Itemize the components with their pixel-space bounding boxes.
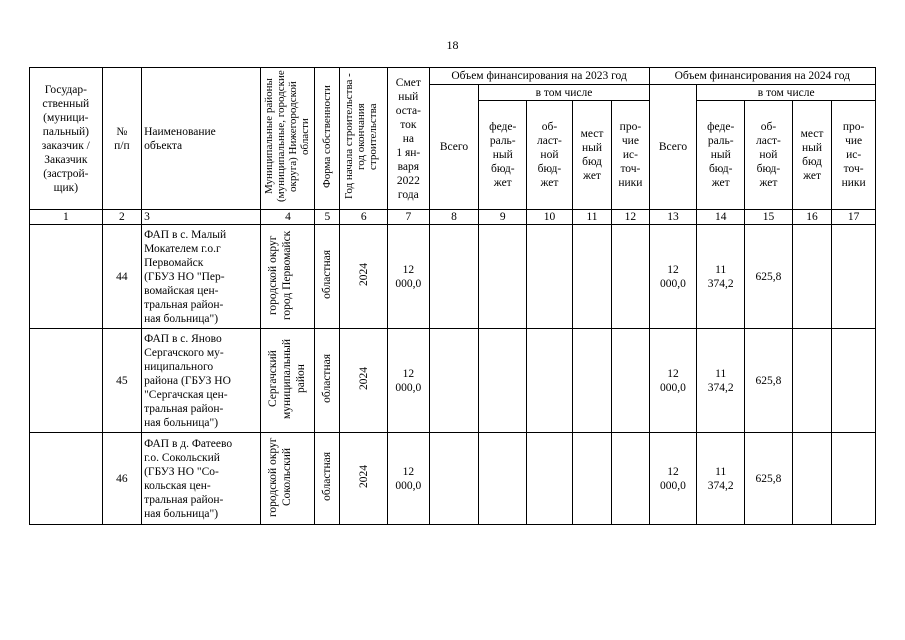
header-other-2023: про- чие ис- точ- ники	[612, 101, 649, 210]
row-year: 2024	[357, 465, 370, 488]
row-object-name: ФАП в с. Малый Мокателем г.о.г Первомайск (ГБУЗ НО "Пер- вомайская цен- тральная район- ная больница")	[142, 225, 261, 329]
row-total-2024: 12 000,0	[649, 225, 697, 329]
header-incl-2024: в том числе	[697, 85, 876, 101]
col-number: 4	[261, 210, 315, 225]
row-ownership: областная	[321, 250, 334, 299]
header-regional-2024: об- ласт- ной бюд- жет	[745, 101, 793, 210]
col-number: 3	[142, 210, 261, 225]
row-estimate: 12 000,0	[388, 329, 430, 433]
page-number: 18	[446, 38, 459, 52]
row-district: Сергачский муниципальный район	[266, 338, 307, 419]
header-customer: Государ- ственный (муници- пальный) заказчик / Заказчик (застрой- щик)	[30, 68, 103, 210]
row-num: 44	[102, 225, 141, 329]
header-name: Наименование объекта	[142, 68, 261, 210]
row-ownership: областная	[321, 452, 334, 501]
row-federal-2024: 11 374,2	[697, 433, 745, 525]
header-incl-2023: в том числе	[479, 85, 649, 101]
col-number: 10	[527, 210, 573, 225]
col-number: 12	[612, 210, 649, 225]
row-regional-2024: 625,8	[745, 433, 793, 525]
table-row	[30, 433, 876, 525]
col-number: 9	[479, 210, 527, 225]
col-number: 15	[745, 210, 793, 225]
col-number: 8	[429, 210, 479, 225]
row-estimate: 12 000,0	[388, 225, 430, 329]
header-num: № п/п	[102, 68, 141, 210]
row-total-2024: 12 000,0	[649, 433, 697, 525]
row-num: 45	[102, 329, 141, 433]
row-estimate: 12 000,0	[388, 433, 430, 525]
header-other-2024: про- чие ис- точ- ники	[832, 101, 876, 210]
header-local-2024: мест ный бюд жет	[792, 101, 831, 210]
col-number: 7	[388, 210, 430, 225]
row-regional-2024: 625,8	[745, 225, 793, 329]
header-estimate: Смет ный оста- ток на 1 ян- варя 2022 года	[388, 68, 430, 210]
col-number: 2	[102, 210, 141, 225]
row-year: 2024	[357, 263, 370, 286]
col-number: 14	[697, 210, 745, 225]
row-year: 2024	[357, 367, 370, 390]
col-number: 5	[315, 210, 340, 225]
row-district: городской округ город Первомайск	[266, 229, 293, 320]
header-ownership: Форма собственности	[321, 85, 334, 188]
row-district: городской округ Сокольский	[266, 436, 293, 517]
row-federal-2024: 11 374,2	[697, 225, 745, 329]
table-row	[30, 329, 876, 433]
row-regional-2024: 625,8	[745, 329, 793, 433]
header-federal-2024: феде- раль- ный бюд- жет	[697, 101, 745, 210]
header-district: Муниципальные районы (муниципальные, городские округа) Нижегородской области	[263, 70, 312, 203]
financing-table	[29, 67, 876, 525]
header-years: Год начала строительства - год окончания строительства	[342, 73, 379, 200]
table-row	[30, 225, 876, 329]
header-federal-2023: феде- раль- ный бюд- жет	[479, 101, 527, 210]
col-number: 11	[572, 210, 611, 225]
row-federal-2024: 11 374,2	[697, 329, 745, 433]
header-fin-2023: Объем финансирования на 2023 год	[429, 68, 649, 85]
header-fin-2024: Объем финансирования на 2024 год	[649, 68, 875, 85]
col-number: 13	[649, 210, 697, 225]
row-num: 46	[102, 433, 141, 525]
header-total-2023: Всего	[429, 85, 479, 210]
row-ownership: областная	[321, 354, 334, 403]
row-total-2024: 12 000,0	[649, 329, 697, 433]
col-number: 17	[832, 210, 876, 225]
header-total-2024: Всего	[649, 85, 697, 210]
row-object-name: ФАП в д. Фатеево г.о. Сокольский (ГБУЗ НО "Со- кольская цен- тральная район- ная больница")	[142, 433, 261, 525]
col-number: 1	[30, 210, 103, 225]
header-regional-2023: об- ласт- ной бюд- жет	[527, 101, 573, 210]
row-object-name: ФАП в с. Яново Сергачского му- ниципального района (ГБУЗ НО "Сергачская цен- тральная район- ная больница")	[142, 329, 261, 433]
col-number: 6	[340, 210, 388, 225]
col-number: 16	[792, 210, 831, 225]
header-local-2023: мест ный бюд жет	[572, 101, 611, 210]
